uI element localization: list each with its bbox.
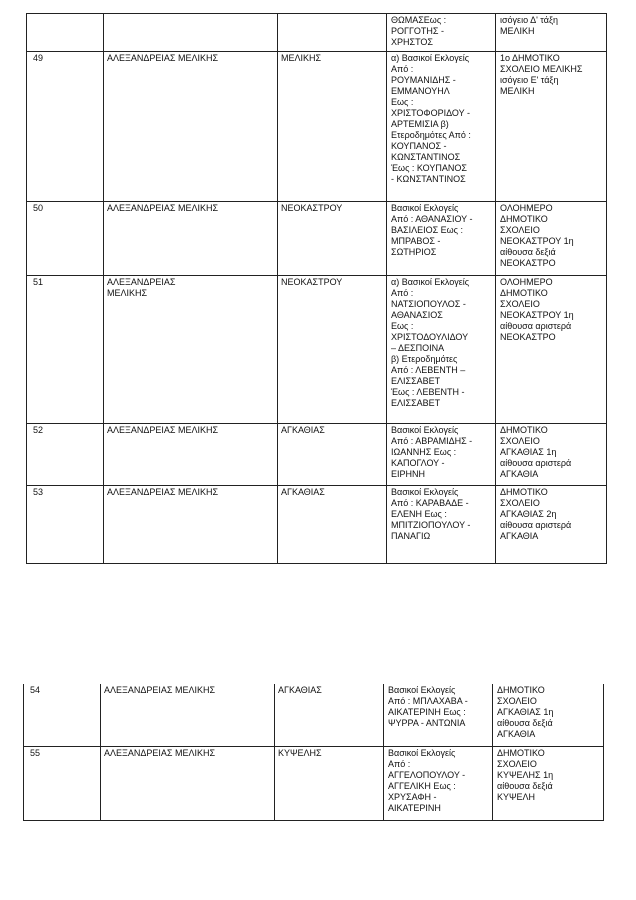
station-number-cell: 54 [24,684,101,746]
district-cell: ΑΓΚΑΘΙΑΣ [275,684,384,746]
table-row [24,746,604,820]
municipality-cell: ΑΛΕΞΑΝΔΡΕΙΑΣ ΜΕΛΙΚΗΣ [104,202,278,276]
station-number-cell [27,14,104,52]
polling-location-cell: ισόγειο Δ' τάξη ΜΕΛΙΚΗ [496,14,607,52]
station-number-cell: 53 [27,486,104,564]
polling-location-cell: ΔΗΜΟΤΙΚΟ ΣΧΟΛΕΙΟ ΑΓΚΑΘΙΑΣ 1η αίθουσα αριστερά ΑΓΚΑΘΙΑ [496,424,607,486]
district-cell: ΜΕΛΙΚΗΣ [278,52,387,202]
voters-range-cell: Βασικοί Εκλογείς Από : ΑΒΡΑΜΙΔΗΣ - ΙΩΑΝΝΗΣ Εως : ΚΑΠΟΓΛΟΥ - ΕΙΡΗΝΗ [387,424,496,486]
station-number-cell: 50 [27,202,104,276]
station-number-cell: 55 [24,746,101,820]
station-number-cell: 52 [27,424,104,486]
district-cell: ΑΓΚΑΘΙΑΣ [278,424,387,486]
municipality-cell: ΑΛΕΞΑΝΔΡΕΙΑΣ ΜΕΛΙΚΗΣ [104,52,278,202]
polling-location-cell: ΟΛΟΗΜΕΡΟ ΔΗΜΟΤΙΚΟ ΣΧΟΛΕΙΟ ΝΕΟΚΑΣΤΡΟΥ 1η αίθουσα αριστερά ΝΕΟΚΑΣΤΡΟ [496,276,607,424]
table-row [27,424,607,486]
table-row [27,276,607,424]
table-row [27,486,607,564]
municipality-cell: ΑΛΕΞΑΝΔΡΕΙΑΣ ΜΕΛΙΚΗΣ [104,276,278,424]
district-cell: ΑΓΚΑΘΙΑΣ [278,486,387,564]
district-cell: ΝΕΟΚΑΣΤΡΟΥ [278,276,387,424]
municipality-cell: ΑΛΕΞΑΝΔΡΕΙΑΣ ΜΕΛΙΚΗΣ [104,424,278,486]
table-row [27,202,607,276]
table-row [27,52,607,202]
table-row [24,684,604,746]
voters-range-cell: Βασικοί Εκλογείς Από : ΜΠΛΑΧΑΒΑ - ΑΙΚΑΤΕΡΙΝΗ Εως : ΨΥΡΡΑ - ΑΝΤΩΝΙΑ [384,684,493,746]
polling-location-cell: ΟΛΟΗΜΕΡΟ ΔΗΜΟΤΙΚΟ ΣΧΟΛΕΙΟ ΝΕΟΚΑΣΤΡΟΥ 1η αίθουσα δεξιά ΝΕΟΚΑΣΤΡΟ [496,202,607,276]
district-cell: ΝΕΟΚΑΣΤΡΟΥ [278,202,387,276]
station-number-cell: 51 [27,276,104,424]
voters-range-cell: α) Βασικοί Εκλογείς Από : ΡΟΥΜΑΝΙΔΗΣ - ΕΜΜΑΝΟΥΗΛ Εως : ΧΡΙΣΤΟΦΟΡΙΔΟΥ - ΑΡΤΕΜΙΣΙΑ β) Ετεροδημότες Από : ΚΟΥΠΑΝΟΣ - ΚΩΝΣΤΑΝΤΙΝΟΣ Έως : ΚΟΥΠΑΝΟΣ - ΚΩΝΣΤΑΝΤΙΝΟΣ [387,52,496,202]
voters-range-cell: Βασικοί Εκλογείς Από : ΚΑΡΑΒΑΔΕ - ΕΛΕΝΗ Εως : ΜΠΙΤΖΙΟΠΟΥΛΟΥ - ΠΑΝΑΓΙΩ [387,486,496,564]
polling-stations-table-top [26,13,607,564]
polling-location-cell: ΔΗΜΟΤΙΚΟ ΣΧΟΛΕΙΟ ΑΓΚΑΘΙΑΣ 2η αίθουσα αριστερά ΑΓΚΑΘΙΑ [496,486,607,564]
polling-location-cell: ΔΗΜΟΤΙΚΟ ΣΧΟΛΕΙΟ ΚΥΨΕΛΗΣ 1η αίθουσα δεξιά ΚΥΨΕΛΗ [493,746,604,820]
municipality-cell: ΑΛΕΞΑΝΔΡΕΙΑΣ ΜΕΛΙΚΗΣ [101,746,275,820]
municipality-cell: ΑΛΕΞΑΝΔΡΕΙΑΣ ΜΕΛΙΚΗΣ [101,684,275,746]
station-number-cell: 49 [27,52,104,202]
polling-location-cell: 1ο ΔΗΜΟΤΙΚΟ ΣΧΟΛΕΙΟ ΜΕΛΙΚΗΣ ισόγειο Ε' τάξη ΜΕΛΙΚΗ [496,52,607,202]
voters-range-cell: ΘΩΜΑΣΕως : ΡΟΓΓΟΤΗΣ - ΧΡΗΣΤΟΣ [387,14,496,52]
voters-range-cell: Βασικοί Εκλογείς Από : ΑΓΓΕΛΟΠΟΥΛΟΥ - ΑΓΓΕΛΙΚΗ Εως : ΧΡΥΣΑΦΗ - ΑΙΚΑΤΕΡΙΝΗ [384,746,493,820]
municipality-cell [104,14,278,52]
district-cell: ΚΥΨΕΛΗΣ [275,746,384,820]
table-row [27,14,607,52]
municipality-cell: ΑΛΕΞΑΝΔΡΕΙΑΣ ΜΕΛΙΚΗΣ [104,486,278,564]
polling-stations-table-bottom [23,684,604,821]
voters-range-cell: Βασικοί Εκλογείς Από : ΑΘΑΝΑΣΙΟΥ - ΒΑΣΙΛΕΙΟΣ Εως : ΜΠΡΑΒΟΣ - ΣΩΤΗΡΙΟΣ [387,202,496,276]
polling-location-cell: ΔΗΜΟΤΙΚΟ ΣΧΟΛΕΙΟ ΑΓΚΑΘΙΑΣ 1η αίθουσα δεξιά ΑΓΚΑΘΙΑ [493,684,604,746]
district-cell [278,14,387,52]
voters-range-cell: α) Βασικοί Εκλογείς Από : ΝΑΤΣΙΟΠΟΥΛΟΣ - ΑΘΑΝΑΣΙΟΣ Εως : ΧΡΙΣΤΟΔΟΥΛΙΔΟΥ – ΔΕΣΠΟΙΝΑ β) Ετεροδημότες Από : ΛΕΒΕΝΤΗ – ΕΛΙΣΣΑΒΕΤ Έως : ΛΕΒΕΝΤΗ - ΕΛΙΣΣΑΒΕΤ [387,276,496,424]
